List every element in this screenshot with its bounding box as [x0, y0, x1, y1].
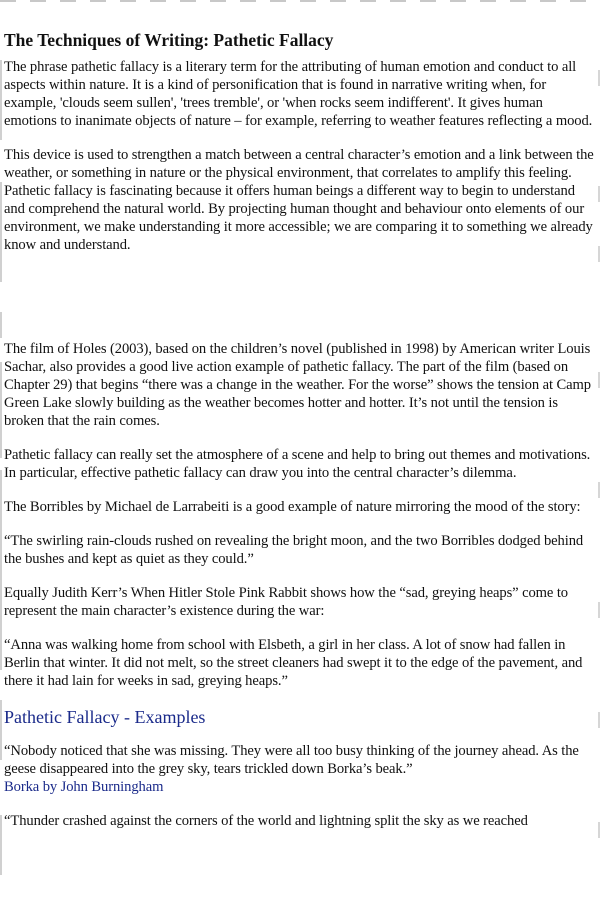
body-paragraph: The film of Holes (2003), based on the children’s novel (published in 1998) by American writer Louis Sachar, also provides a good live action example of pathetic fallacy. The part of the film (based on Chapter 29) that begins “there was a change in the weather. For the worse” shows the tension at Camp Green Lake slowly building as the weather becomes hotter and hotter. It’s not until the tension is broken that the rain comes.	[4, 341, 591, 429]
margin-rule	[0, 815, 2, 875]
margin-rule	[0, 182, 2, 282]
example-attribution: Borka by John Burningham	[4, 779, 164, 795]
intro-paragraph: The phrase pathetic fallacy is a literary term for the attributing of human emotion and conduct to all aspects within nature. It is a kind of personification that is found in narrative writing when, for example, 'clouds seem sullen', 'trees tremble', or 'when rocks seem indifferent'. It gives human emotions to inanimate objects of nature – for example, referring to weather features reflecting a mood.	[4, 59, 593, 129]
document-body	[4, 29, 596, 846]
section-heading: Pathetic Fallacy - Examples	[4, 707, 206, 727]
intro-paragraph: This device is used to strengthen a match between a central character’s emotion and a link between the weather, or something in nature or the physical environment, that correlates to amplify this feeling. Pathetic fallacy is fascinating because it offers human beings a different way to begin to understand and comprehend the natural world. By projecting human thought and behaviour onto elements of our environment, we make understanding it more accessible; we are comparing it to something we already know and understand.	[4, 147, 594, 253]
body-paragraph: Pathetic fallacy can really set the atmosphere of a scene and help to bring out themes and motivations. In particular, effective pathetic fallacy can draw you into the central character’s dilemma.	[4, 447, 591, 481]
example-quote: “Thunder crashed against the corners of the world and lightning split the sky as we reached	[4, 813, 528, 829]
page-title: The Techniques of Writing: Pathetic Fallacy	[4, 30, 334, 50]
margin-rule	[0, 700, 2, 760]
example-item	[4, 742, 596, 796]
margin-rule	[0, 60, 2, 140]
margin-rule	[0, 362, 2, 458]
example-item	[4, 812, 596, 830]
blank-space	[4, 270, 596, 340]
margin-rule	[0, 312, 2, 338]
quote-paragraph: “Anna was walking home from school with Elsbeth, a girl in her class. A lot of snow had fallen in Berlin that winter. It did not melt, so the street cleaners had swept it to the edge of the pavement, and there it had lain for weeks in sad, greying heaps.”	[4, 637, 583, 689]
margin-rule	[0, 470, 2, 670]
page-top-border	[0, 0, 600, 2]
body-paragraph: The Borribles by Michael de Larrabeiti is a good example of nature mirroring the mood of the story:	[4, 499, 581, 515]
example-quote: “Nobody noticed that she was missing. They were all too busy thinking of the journey ahead. As the geese disappeared into the grey sky, tears trickled down Borka’s beak.”	[4, 743, 579, 777]
quote-paragraph: “The swirling rain-clouds rushed on revealing the bright moon, and the two Borribles dodged behind the bushes and kept as quiet as they could.”	[4, 533, 584, 567]
body-paragraph: Equally Judith Kerr’s When Hitler Stole Pink Rabbit shows how the “sad, greying heaps” come to represent the main character’s existence during the war:	[4, 585, 568, 619]
